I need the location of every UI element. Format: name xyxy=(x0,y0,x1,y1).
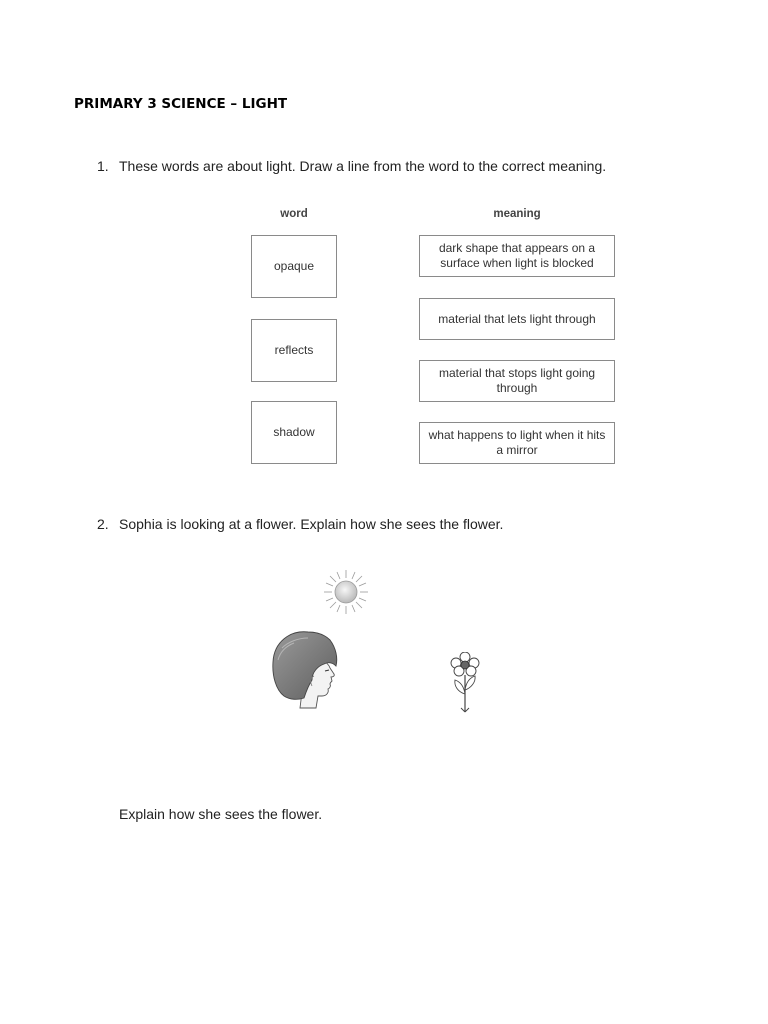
word-column-header: word xyxy=(280,208,308,220)
sun-icon xyxy=(322,568,370,616)
girl-head-icon xyxy=(268,628,348,710)
word-box-shadow[interactable]: shadow xyxy=(251,401,337,464)
word-box-opaque[interactable]: opaque xyxy=(251,235,337,298)
question-2-number: 2. xyxy=(97,516,109,532)
meaning-box-opaque-definition[interactable]: material that stops light going through xyxy=(419,360,615,402)
meaning-box-shadow-definition[interactable]: dark shape that appears on a surface when light is blocked xyxy=(419,235,615,277)
question-1-number: 1. xyxy=(97,158,109,174)
worksheet-title: PRIMARY 3 SCIENCE – LIGHT xyxy=(74,96,288,112)
word-box-reflects[interactable]: reflects xyxy=(251,319,337,382)
meaning-box-reflects-definition[interactable]: what happens to light when it hits a mirror xyxy=(419,422,615,464)
flower-icon xyxy=(450,652,480,714)
question-2-text: Sophia is looking at a flower. Explain how she sees the flower. xyxy=(119,516,504,532)
meaning-box-transparent-definition[interactable]: material that lets light through xyxy=(419,298,615,340)
question-1-text: These words are about light. Draw a line from the word to the correct meaning. xyxy=(119,158,607,174)
meaning-column-header: meaning xyxy=(493,208,541,220)
explain-prompt: Explain how she sees the flower. xyxy=(119,806,323,822)
